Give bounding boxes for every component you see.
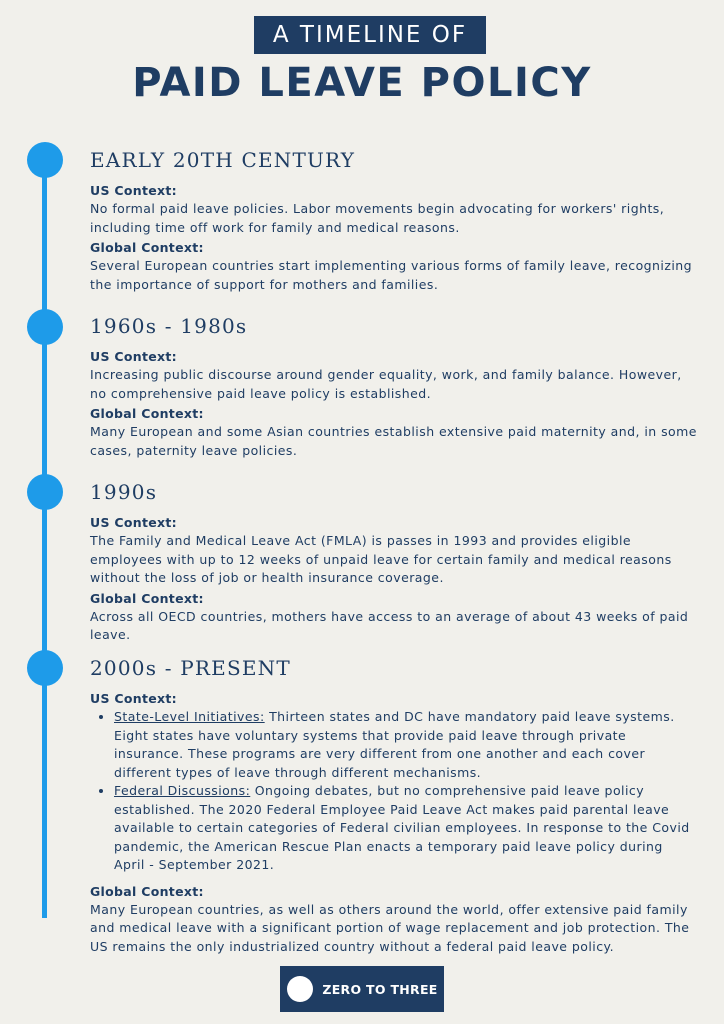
bullet-label-federal: Federal Discussions: xyxy=(114,783,251,798)
era-heading: EARLY 20TH CENTURY xyxy=(90,148,356,172)
title-kicker: A TIMELINE OF xyxy=(254,16,486,54)
bullet-text: Thirteen states and DC have mandatory paid leave systems. Eight states have voluntary systems that provide paid leave through private insurance. These programs are very different from one another and each cover different types of leave through different mechanisms. xyxy=(114,709,675,780)
era-early-20th-century xyxy=(90,148,698,296)
timeline-line xyxy=(42,158,47,918)
era-2000s-present xyxy=(90,656,698,958)
zero-to-three-logo xyxy=(280,966,444,1012)
us-context-label: US Context: xyxy=(90,349,177,364)
us-context-text: The Family and Medical Leave Act (FMLA) is passes in 1993 and provides eligible employees with up to 12 weeks of unpaid leave for certain family and medical reasons without the loss of job or health insurance coverage. xyxy=(90,533,672,585)
era-heading: 1960s - 1980s xyxy=(90,314,248,338)
us-context-label: US Context: xyxy=(90,515,177,530)
us-context-text: No formal paid leave policies. Labor movements begin advocating for workers' rights, including time off work for family and medical reasons. xyxy=(90,201,665,235)
global-context-text: Many European and some Asian countries establish extensive paid maternity and, in some cases, paternity leave policies. xyxy=(90,424,697,458)
bullet-text: Ongoing debates, but no comprehensive paid leave policy established. The 2020 Federal Employee Paid Leave Act makes paid parental leave available to certain categories of Federal civilian employees. In response to the Covid pandemic, the American Rescue Plan enacts a temporary paid leave policy during April - September 2021. xyxy=(114,783,690,872)
us-context-label: US Context: xyxy=(90,183,177,198)
global-context-text: Across all OECD countries, mothers have access to an average of about 43 weeks of paid leave. xyxy=(90,608,689,642)
timeline-dot-2000s-present xyxy=(27,650,63,686)
bullet-label-state-level: State-Level Initiatives: xyxy=(114,709,265,724)
timeline-dot-1960s-1980s xyxy=(27,309,63,345)
us-context-label: US Context: xyxy=(90,691,177,706)
global-context-label: Global Context: xyxy=(90,240,204,255)
era-1960s-1980s xyxy=(90,314,698,462)
global-context-label: Global Context: xyxy=(90,590,204,606)
list-item xyxy=(114,782,698,875)
page-title: PAID LEAVE POLICY xyxy=(132,60,592,106)
timeline-dot-1990s xyxy=(27,474,63,510)
global-context-text: Several European countries start implementing various forms of family leave, recognizing the importance of support for mothers and families. xyxy=(90,258,693,292)
list-item xyxy=(114,708,698,782)
era-heading: 1990s xyxy=(90,480,158,504)
us-context-bullets xyxy=(90,708,698,875)
global-context-text: Many European countries, as well as others around the world, offer extensive paid family and medical leave with a significant portion of wage replacement and job protection. The US remains the only industrialized country without a federal paid leave policy. xyxy=(90,901,690,954)
logo-mark-icon xyxy=(286,975,314,1003)
era-heading: 2000s - PRESENT xyxy=(90,656,291,680)
us-context-text: Increasing public discourse around gender equality, work, and family balance. However, no comprehensive paid leave policy is established. xyxy=(90,367,682,401)
timeline-dot-early-20th xyxy=(27,142,63,178)
era-1990s xyxy=(90,480,698,647)
global-context-label: Global Context: xyxy=(90,883,204,899)
logo-text: ZERO TO THREE xyxy=(322,981,438,997)
global-context-label: Global Context: xyxy=(90,406,204,421)
